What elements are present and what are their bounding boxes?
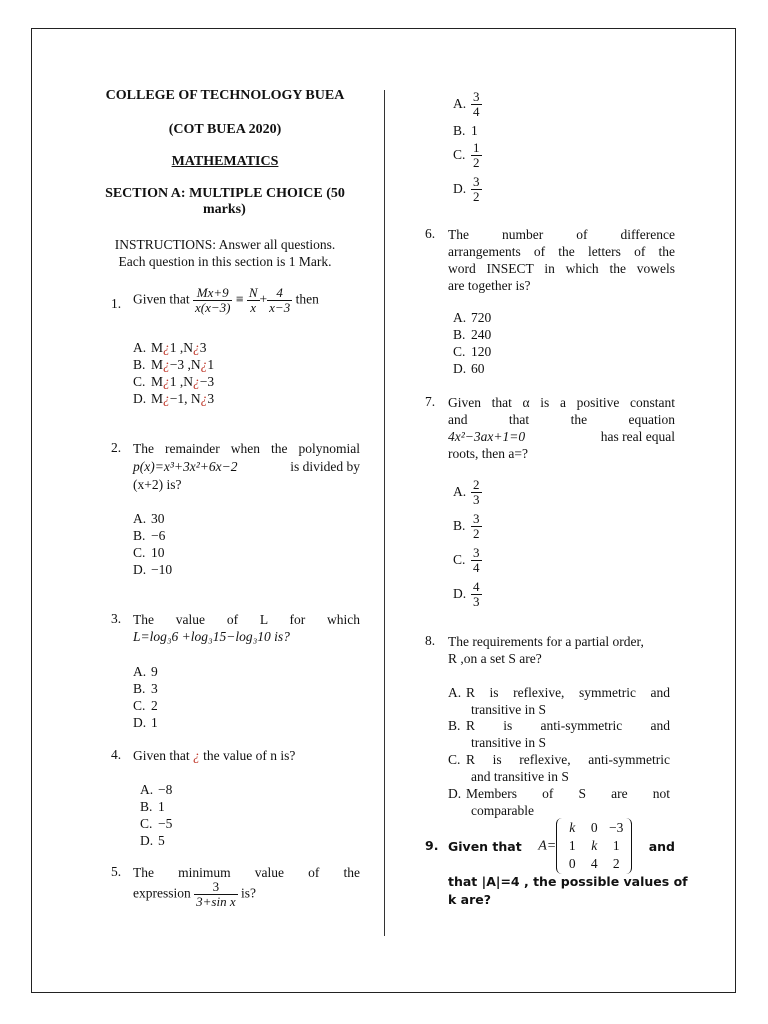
q4-option-c: C. −5 (140, 816, 173, 831)
q9-number: 9. (425, 838, 439, 853)
q7-number: 7. (425, 394, 436, 409)
q7-option-a: A. $\frac{2}{3}$ (453, 477, 480, 507)
q4-number: 4. (111, 747, 122, 762)
q1-option-c: C. M¿1 ,N¿−3 (133, 374, 215, 389)
q2-option-c: C. 10 (133, 545, 165, 560)
q2-option-d: D. −10 (133, 562, 173, 577)
q3-line2: L=log₃6 +log₃15−log₃10 is? (133, 629, 290, 644)
q2-number: 2. (111, 440, 122, 455)
q1-option-b: B. M¿−3 ,N¿1 (133, 357, 215, 372)
q3-option-b: B. 3 (133, 681, 158, 696)
q6-line2: arrangements of the letters of the (448, 244, 675, 259)
q3-option-d: D. 1 (133, 715, 158, 730)
q9-line2: that |A|=4 , the possible values of (448, 874, 688, 889)
q7-line4: roots, then a=? (448, 446, 528, 461)
q9-line3: k are? (448, 892, 491, 907)
q6-option-a: A. 720 (453, 310, 492, 325)
q7-line1: Given that α is a positive constant (448, 395, 675, 410)
q6-option-d: D. 60 (453, 361, 485, 376)
instructions-line2: Each question in this section is 1 Mark. (118, 254, 332, 269)
q4-option-a: A. −8 (140, 782, 173, 797)
q1-option-d: D. M¿−1, N¿3 (133, 391, 215, 406)
q2-option-b: B. −6 (133, 528, 166, 543)
q1-number: 1. (111, 296, 122, 311)
exam-title: (COT BUEA 2020) (168, 122, 282, 137)
q4-option-d: D. 5 (140, 833, 165, 848)
q6-line3: word INSECT in which the vowels (448, 261, 675, 276)
instructions-line1: INSTRUCTIONS: Answer all questions. (114, 237, 336, 252)
q5-option-a: A. $\frac{3}{4}$ (453, 89, 480, 119)
q7-line2: and that the equation (448, 412, 675, 427)
q3-line1: The value of L for which (133, 612, 360, 627)
q8-option-d: D. Members of S are not comparable (448, 786, 670, 818)
q6-line1: The number of difference (448, 227, 675, 242)
q7-line3: 4x²−3ax+1=0 has real equal (448, 429, 675, 444)
section-title-line1: SECTION A: MULTIPLE CHOICE (50 (105, 186, 345, 201)
q8-line1: The requirements for a partial order, (448, 634, 644, 649)
q6-option-c: C. 120 (453, 344, 492, 359)
q5-option-b: B. 1 (453, 123, 478, 138)
q8-option-c: C. R is reflexive, anti-symmetric and transitive in S (448, 752, 670, 784)
q7-option-d: D. $\frac{4}{3}$ (453, 579, 480, 609)
q5-number: 5. (111, 864, 122, 879)
subject-title: MATHEMATICS (171, 154, 279, 169)
q2-option-a: A. 30 (133, 511, 165, 526)
q5-line1: The minimum value of the (133, 865, 360, 880)
q8-line2: R ,on a set S are? (448, 651, 542, 666)
section-title-line2: marks) (203, 202, 246, 217)
q2-line2: p(x)=x³+3x²+6x−2 is divided by (133, 459, 360, 474)
q5-option-c: C. $\frac{1}{2}$ (453, 140, 480, 170)
q6-line4: are together is? (448, 278, 531, 293)
q8-option-a: A. R is reflexive, symmetric and transitive in S (448, 685, 670, 717)
q5-line2: expression $\frac{3}{\text{3+sin x}}$ is? (133, 879, 256, 909)
q5-option-d: D. $\frac{3}{2}$ (453, 174, 480, 204)
q4-option-b: B. 1 (140, 799, 165, 814)
q3-option-a: A. 9 (133, 664, 158, 679)
q8-number: 8. (425, 633, 436, 648)
q7-option-b: B. $\frac{3}{2}$ (453, 511, 480, 541)
q1-option-a: A. M¿1 ,N¿3 (133, 340, 207, 355)
college-title: COLLEGE OF TECHNOLOGY BUEA (105, 88, 345, 103)
q4-stem: Given that ¿ the value of n is? (133, 748, 296, 763)
q3-option-c: C. 2 (133, 698, 158, 713)
q1-stem: Given that $\frac{Mx+9}{x(x-3)}$ ≡ $\frac{N}{x}$ + $\frac{4}{x-3}$ then (133, 285, 319, 315)
q2-line1: The remainder when the polynomial (133, 441, 360, 456)
q9-line1: Given that A= k 0 −3 1 k 1 0 4 2 and (448, 818, 675, 874)
q7-option-c: C. $\frac{3}{4}$ (453, 545, 480, 575)
q3-number: 3. (111, 611, 122, 626)
q6-number: 6. (425, 226, 436, 241)
q2-line3: (x+2) is? (133, 477, 182, 492)
q6-option-b: B. 240 (453, 327, 492, 342)
q8-option-b: B. R is anti-symmetric and transitive in S (448, 718, 670, 750)
q9-matrix: k 0 −3 1 k 1 0 4 2 (556, 818, 632, 874)
